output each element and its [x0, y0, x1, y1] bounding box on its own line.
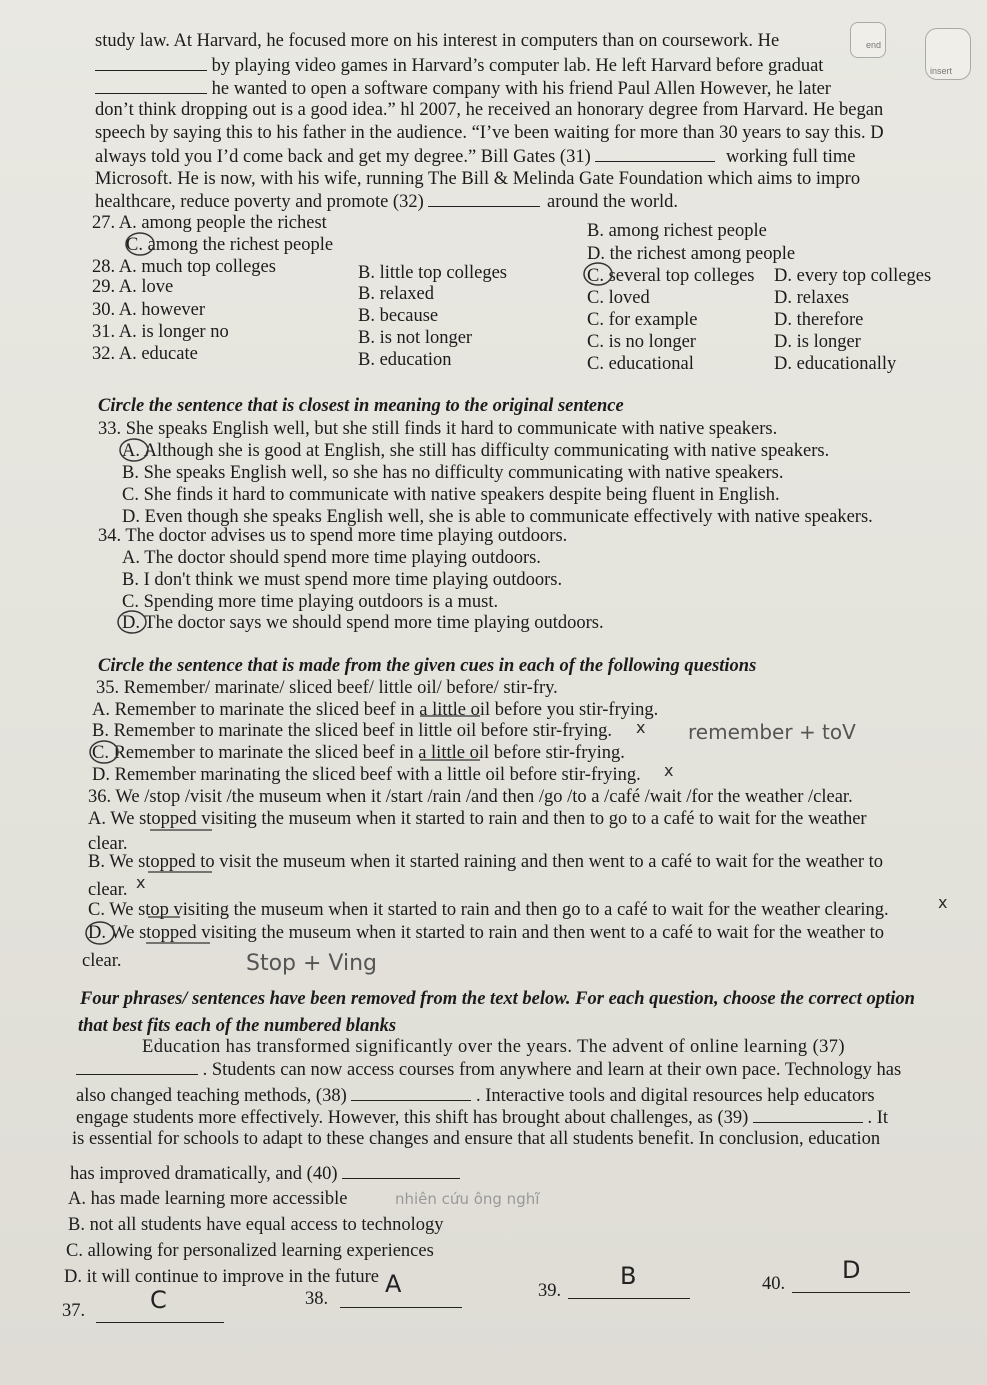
q27-a: 27. A. among people the richest: [92, 213, 327, 233]
q29-c: C. loved: [587, 288, 650, 308]
q36-stem: 36. We /stop /visit /the museum when it /start /rain /and then /go /to a /café /wait /for the weather /clear.: [88, 787, 853, 807]
s3-option-b: B. not all students have equal access to technology: [68, 1215, 444, 1235]
handwritten-answer-40: D: [842, 1256, 861, 1284]
q28-b: B. little top colleges: [358, 263, 508, 283]
handwritten-x-mark-36b: x: [136, 873, 146, 892]
circle-35c: [90, 741, 118, 763]
passage-text: also changed teaching methods, (38): [76, 1086, 347, 1106]
q30-c: C. for example: [587, 310, 698, 330]
handwritten-answer-37: C: [150, 1286, 167, 1314]
q32-a: 32. A. educate: [92, 344, 198, 364]
passage-text: healthcare, reduce poverty and promote (32): [95, 192, 424, 212]
s3-option-d: D. it will continue to improve in the future: [64, 1267, 379, 1287]
q28-c: C. several top colleges: [587, 266, 755, 286]
q32-d: D. educationally: [774, 354, 897, 374]
q27-b: B. among richest people: [587, 221, 767, 241]
answer-40-label: 40.: [762, 1274, 786, 1294]
q36-d: D. We stopped visiting the museum when it started to rain and then went to a café to wait for the weather to: [88, 923, 885, 943]
passage-text: working full time: [726, 147, 856, 167]
q34-b: B. I don't think we must spend more time playing outdoors.: [122, 570, 563, 590]
s3-option-a: A. has made learning more accessible: [68, 1189, 348, 1209]
q32-b: B. education: [358, 350, 452, 370]
q36-d-cont: clear.: [82, 951, 122, 971]
section2-heading: Circle the sentence that is made from the given cues in each of the following questions: [98, 656, 757, 676]
q32-c: C. educational: [587, 354, 694, 374]
q30-d: D. therefore: [774, 310, 864, 330]
q34-c: C. Spending more time playing outdoors is a must.: [122, 592, 499, 612]
q35-c: C. Remember to marinate the sliced beef in a little oil before stir-frying.: [92, 743, 625, 763]
q27-c: C. among the richest people: [126, 235, 334, 255]
passage-text: always told you I’d come back and get my degree.” Bill Gates (31): [95, 147, 591, 167]
handwritten-x-mark-35b: x: [636, 718, 646, 737]
passage-text: . Interactive tools and digital resources help educators: [475, 1086, 875, 1106]
q27-d: D. the richest among people: [587, 244, 796, 264]
q35-d: D. Remember marinating the sliced beef with a little oil before stir-frying.: [92, 765, 641, 785]
handwritten-x-mark-35d: x: [664, 761, 674, 780]
q36-a-cont: clear.: [88, 834, 128, 854]
q36-b: B. We stopped to visit the museum when it started raining and then went to a café to wait for the weather to: [88, 852, 884, 872]
passage-text: engage students more effectively. However, this shift has brought about challenges, as (39): [76, 1108, 749, 1128]
circle-28c: [584, 263, 612, 285]
circle-33a: [120, 439, 148, 461]
handwritten-note-remember: remember + toV: [688, 720, 856, 744]
q35-b: B. Remember to marinate the sliced beef in little oil before stir-frying.: [92, 721, 613, 741]
q31-a: 31. A. is longer no: [92, 322, 229, 342]
s3-para-5: is essential for schools to adapt to these changes and ensure that all students benefit. In conclusion, education: [72, 1129, 881, 1149]
q34-stem: 34. The doctor advises us to spend more time playing outdoors.: [98, 526, 568, 546]
handwritten-answer-38: A: [385, 1270, 402, 1298]
circle-34d: [118, 611, 146, 633]
q34-a: A. The doctor should spend more time playing outdoors.: [122, 548, 541, 568]
handwritten-answer-39: B: [620, 1262, 637, 1290]
q36-b-cont: clear.: [88, 880, 128, 900]
q31-b: B. is not longer: [358, 328, 473, 348]
passage-text: . Students can now access courses from anywhere and learn at their own pace. Technology has: [202, 1060, 902, 1080]
passage-line-4: don’t think dropping out is a good idea.” hl 2007, he received an honorary degree from Harvard. He began: [95, 100, 884, 120]
q33-b: B. She speaks English well, so she has no difficulty communicating with native speakers.: [122, 463, 784, 483]
insert-key-label: insert: [930, 66, 953, 76]
handwritten-x-mark-36c: x: [938, 893, 948, 912]
section3-heading-1: Four phrases/ sentences have been removed from the text below. For each question, choose the correct option: [80, 989, 915, 1009]
s3-option-c: C. allowing for personalized learning experiences: [66, 1241, 434, 1261]
q29-a: 29. A. love: [92, 277, 174, 297]
q29-d: D. relaxes: [774, 288, 849, 308]
q31-c: C. is no longer: [587, 332, 696, 352]
s3-para-1: Education has transformed significantly over the years. The advent of online learning (37): [142, 1037, 845, 1057]
q35-stem: 35. Remember/ marinate/ sliced beef/ little oil/ before/ stir-fry.: [96, 678, 558, 698]
passage-text: he wanted to open a software company with his friend Paul Allen However, he later: [211, 79, 831, 99]
section1-heading: Circle the sentence that is closest in meaning to the original sentence: [98, 396, 624, 416]
q30-b: B. because: [358, 306, 439, 326]
answer-38-label: 38.: [305, 1289, 329, 1309]
q33-c: C. She finds it hard to communicate with native speakers despite being fluent in English.: [122, 485, 780, 505]
circle-36d: [86, 922, 114, 944]
answer-39-label: 39.: [538, 1281, 562, 1301]
passage-text: by playing video games in Harvard’s computer lab. He left Harvard before graduat: [211, 56, 824, 76]
passage-line-7: Microsoft. He is now, with his wife, running The Bill & Melinda Gate Foundation which aims to impro: [95, 169, 861, 189]
passage-text: has improved dramatically, and (40): [70, 1164, 338, 1184]
handwritten-note-faint: nhiên cứu ông nghĩ: [395, 1190, 540, 1208]
section3-heading-2: that best fits each of the numbered blanks: [78, 1016, 397, 1036]
q36-c: C. We stop visiting the museum when it started to rain and then go to a café to wait for the weather clearing.: [88, 900, 889, 920]
q33-a: A. Although she is good at English, she still has difficulty communicating with native speakers.: [122, 441, 830, 461]
q30-a: 30. A. however: [92, 300, 206, 320]
q36-a: A. We stopped visiting the museum when it started to rain and then to go to a café to wait for the weather: [88, 809, 867, 829]
passage-line-1: study law. At Harvard, he focused more on his interest in computers than on coursework. He: [95, 31, 780, 51]
q35-a: A. Remember to marinate the sliced beef in a little oil before you stir-frying.: [92, 700, 659, 720]
answer-37-label: 37.: [62, 1301, 86, 1321]
q31-d: D. is longer: [774, 332, 861, 352]
handwritten-note-stop: Stop + Ving: [246, 951, 378, 976]
passage-text: . It: [867, 1108, 889, 1128]
q29-b: B. relaxed: [358, 284, 435, 304]
circle-27c: [126, 233, 154, 255]
passage-line-5: speech by saying this to his father in the audience. “I’ve been waiting for more than 30 years to say this. D: [95, 123, 884, 143]
q28-d: D. every top colleges: [774, 266, 932, 286]
q33-d: D. Even though she speaks English well, she is able to communicate effectively with native speakers.: [122, 507, 873, 527]
passage-text: around the world.: [547, 192, 679, 212]
q34-d: D. The doctor says we should spend more time playing outdoors.: [122, 613, 604, 633]
end-key-label: end: [866, 40, 882, 50]
q28-a: 28. A. much top colleges: [92, 257, 276, 277]
q33-stem: 33. She speaks English well, but she still finds it hard to communicate with native speakers.: [98, 419, 778, 439]
